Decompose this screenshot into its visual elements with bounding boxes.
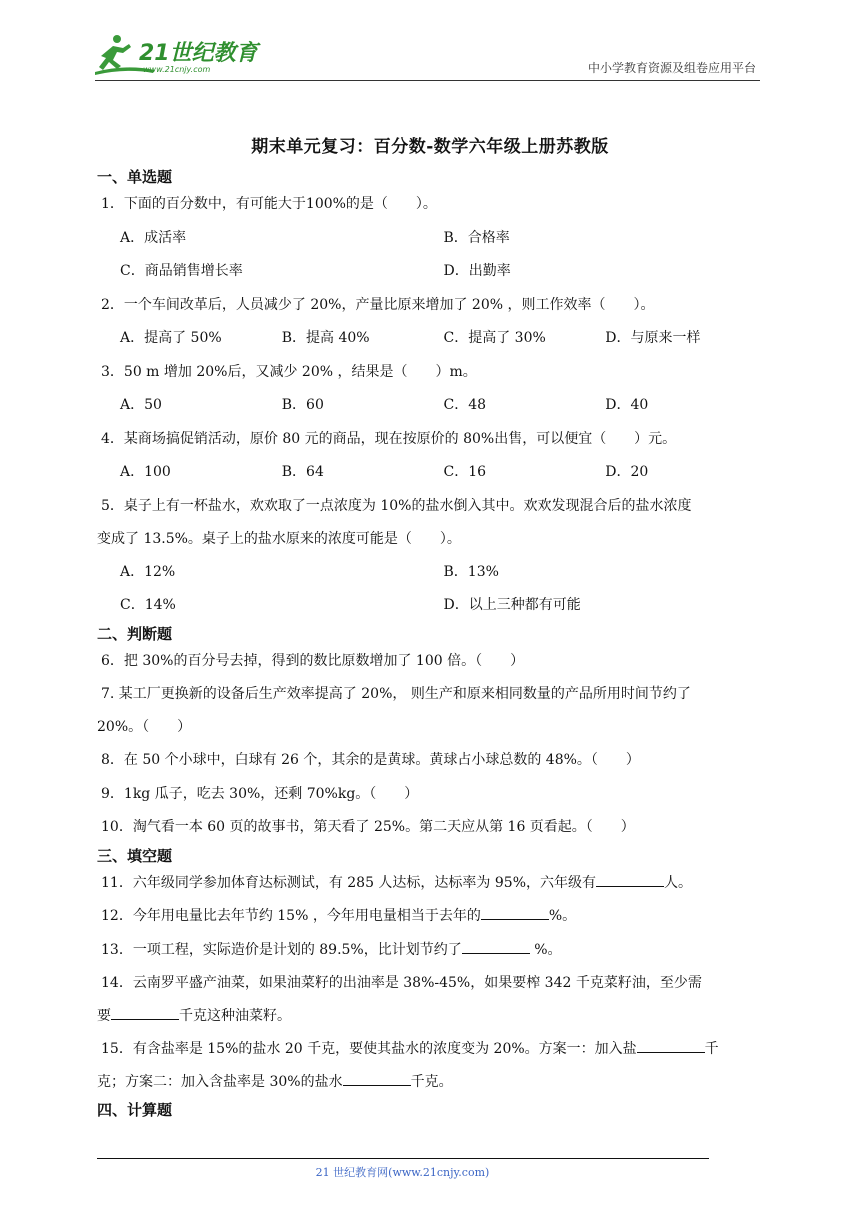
- options-row: [97, 255, 767, 289]
- options-row: [97, 389, 767, 423]
- question-5-line-1: 5．桌子上有一杯盐水，欢欢取了一点浓度为 10%的盐水倒入其中。欢欢发现混合后的盐水浓度: [101, 497, 692, 514]
- answer-blank[interactable]: [343, 1071, 411, 1086]
- answer-blank[interactable]: [111, 1005, 179, 1020]
- question-6: 6．把 30%的百分号去掉，得到的数比原数增加了 100 倍。（ ）: [101, 652, 525, 669]
- option-c: C．14%: [120, 597, 176, 613]
- section-heading: 一、单选题: [97, 168, 173, 186]
- question-1: 1．下面的百分数中，有可能大于100%的是（ ）。: [101, 196, 437, 212]
- answer-blank[interactable]: [481, 905, 549, 920]
- answer-blank[interactable]: [462, 939, 530, 954]
- option-a: A．成活率: [120, 229, 187, 246]
- section-heading: 二、判断题: [97, 624, 173, 643]
- question-14-suffix: 千克这种油菜籽。: [179, 1008, 291, 1024]
- question-13: [97, 934, 767, 968]
- option-b: B．提高 40%: [281, 330, 370, 346]
- option-a: A．100: [120, 464, 171, 480]
- question-11: [97, 867, 767, 901]
- question-13-text: 13．一项工程，实际造价是计划的 89.5%，比计划节约了: [101, 941, 462, 958]
- exam-content: [97, 166, 767, 1121]
- question-14-line-2: [97, 1000, 767, 1033]
- question-12-text: 12．今年用电量比去年节约 15% ，今年用电量相当于去年的: [101, 908, 481, 924]
- options-row: [97, 322, 767, 356]
- section-heading: 四、计算题: [97, 1101, 173, 1119]
- question-10: 10．淘气看一本 60 页的故事书，第天看了 25%。第二天应从第 16 页看起。（ ）: [101, 819, 635, 835]
- question-15-suffix: 千克。: [410, 1074, 453, 1090]
- question-4: 4．某商场搞促销活动，原价 80 元的商品，现在按原价的 80%出售，可以便宜（ ）元。: [101, 430, 677, 447]
- option-c: C．商品销售增长率: [120, 263, 243, 279]
- option-c: C．48: [443, 397, 487, 413]
- footer-divider: [97, 1158, 709, 1159]
- question-11-suffix: 人。: [664, 874, 693, 891]
- svg-text:21世纪教育: 21世纪教育: [139, 41, 258, 66]
- question-9: 9．1kg 瓜子，吃去 30%，还剩 70%kg。（ ）: [101, 785, 419, 802]
- question-15-unit: 千: [704, 1041, 719, 1057]
- option-a: A．提高了 50%: [120, 330, 222, 346]
- page-footer: 21 世纪教育网(www.21cnjy.com): [315, 1166, 490, 1179]
- options-row: [97, 556, 767, 590]
- option-d: D．与原来一样: [605, 330, 701, 346]
- option-d: D．以上三种都有可能: [443, 597, 581, 613]
- answer-blank[interactable]: [596, 872, 664, 887]
- option-c: C．16: [443, 464, 487, 480]
- question-7-line-1: 7. 某工厂更换新的设备后生产效率提高了 20%， 则生产和原来相同数量的产品所用时间节约了: [101, 686, 691, 702]
- site-logo: [95, 32, 265, 76]
- option-b: B．13%: [443, 563, 499, 580]
- question-15-line-2: [97, 1066, 767, 1099]
- question-12-suffix: %。: [548, 908, 577, 924]
- option-b: B．64: [281, 464, 324, 480]
- option-a: A．50: [120, 397, 162, 413]
- options-row: [97, 589, 767, 623]
- question-12: [97, 900, 767, 934]
- question-8: 8．在 50 个小球中，白球有 26 个，其余的是黄球。黄球占小球总数的 48%。（ ）: [101, 752, 640, 768]
- svg-text:www.21cnjy.com: www.21cnjy.com: [143, 65, 211, 74]
- option-d: D．20: [605, 464, 649, 480]
- question-3: 3．50 m 增加 20%后，又减少 20% ，结果是（ ）m。: [101, 363, 477, 380]
- page-title: 期末单元复习：百分数-数学六年级上册苏教版: [251, 137, 609, 157]
- option-d: D．40: [605, 397, 649, 413]
- question-13-suffix: %。: [529, 941, 562, 958]
- question-15-text: 15．有含盐率是 15%的盐水 20 千克，要使其盐水的浓度变为 20%。方案一：加入盐: [101, 1041, 637, 1057]
- options-row: [97, 222, 767, 256]
- option-b: B．60: [281, 397, 324, 413]
- answer-blank[interactable]: [637, 1038, 705, 1053]
- question-15-line-1: [97, 1033, 767, 1066]
- question-14-line-1: 14．云南罗平盛产油菜，如果油菜籽的出油率是 38%-45%，如果要榨 342 千克菜籽油，至少需: [101, 975, 702, 991]
- question-7-line-2: 20%。（ ）: [97, 719, 192, 735]
- section-heading: 三、填空题: [97, 846, 173, 865]
- question-5-line-2: 变成了 13.5%。桌子上的盐水原来的浓度可能是（ ）。: [97, 530, 461, 547]
- option-b: B．合格率: [443, 229, 510, 246]
- header-platform-text: 中小学教育资源及组卷应用平台: [587, 61, 756, 75]
- options-row: [97, 456, 767, 490]
- option-c: C．提高了 30%: [443, 330, 546, 346]
- option-d: D．出勤率: [443, 263, 511, 279]
- question-2: 2．一个车间改革后，人员减少了 20%，产量比原来增加了 20% ，则工作效率（ ）。: [101, 296, 655, 313]
- question-15-text-2: 克；方案二：加入含盐率是 30%的盐水: [97, 1074, 343, 1090]
- question-14-prefix: 要: [97, 1008, 111, 1024]
- page-header: [95, 28, 760, 81]
- question-11-text: 11．六年级同学参加体育达标测试，有 285 人达标，达标率为 95%，六年级有: [101, 874, 597, 891]
- option-a: A．12%: [120, 563, 176, 580]
